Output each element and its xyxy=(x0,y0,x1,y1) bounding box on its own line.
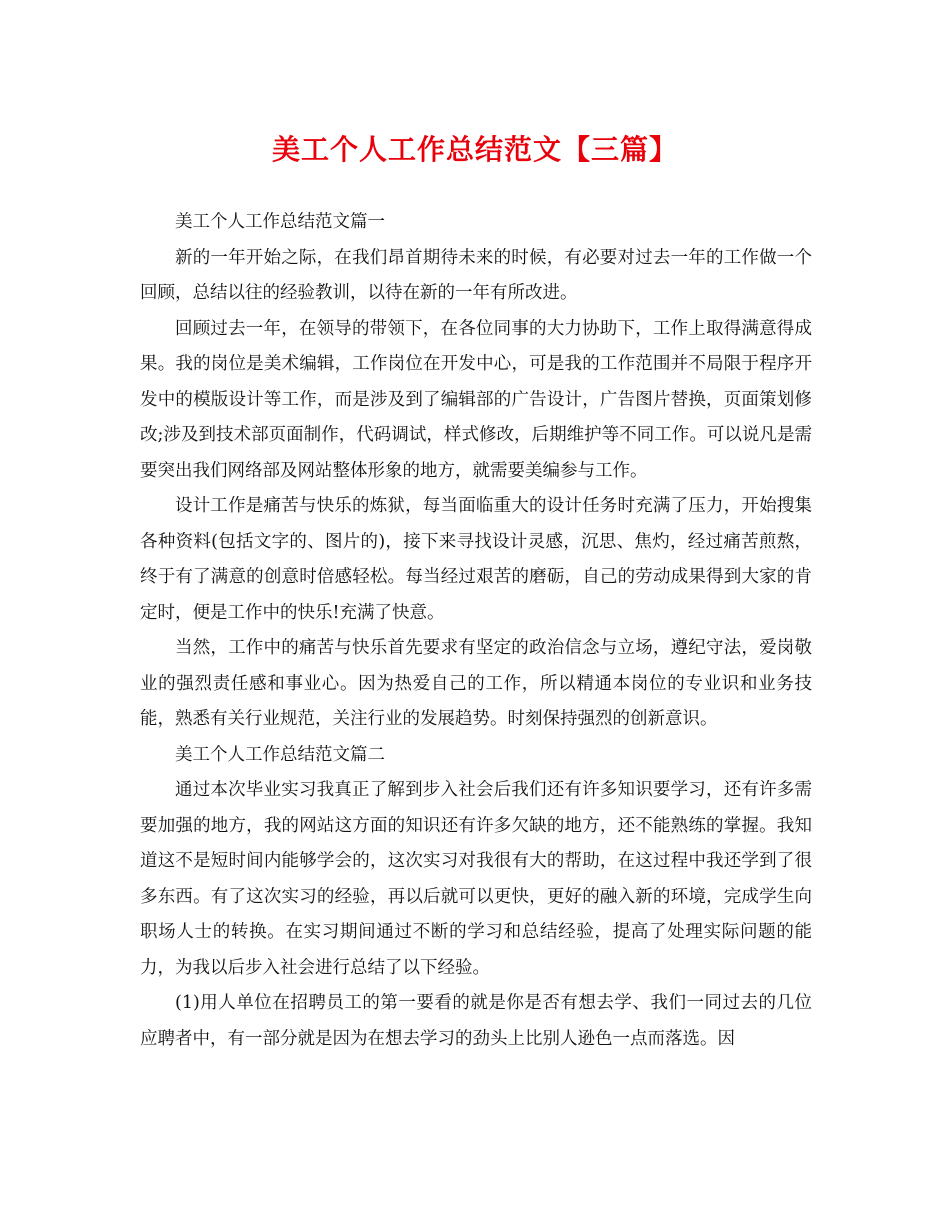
paragraph-1: 新的一年开始之际，在我们昂首期待未来的时候，有必要对过去一年的工作做一个回顾，总结以往的经验教训，以待在新的一年有所改进。 xyxy=(140,247,812,303)
document-title: 美工个人工作总结范文【三篇】 xyxy=(271,133,678,166)
document-body xyxy=(140,205,812,1057)
paragraph-4: 当然，工作中的痛苦与快乐首先要求有坚定的政治信念与立场，遵纪守法，爱岗敬业的强烈责任感和事业心。因为热爱自己的工作，所以精通本岗位的专业识和业务技能，熟悉有关行业规范，关注行业的发展趋势。时刻保持强烈的创新意识。 xyxy=(140,638,812,729)
paragraph-5: 通过本次毕业实习我真正了解到步入社会后我们还有许多知识要学习，还有许多需要加强的地方，我的网站这方面的知识还有许多欠缺的地方，还不能熟练的掌握。我知道这不是短时间内能够学会的，这次实习对我很有大的帮助，在这过程中我还学到了很多东西。有了这次实习的经验，再以后就可以更快，更好的融入新的环境，完成学生向职场人士的转换。在实习期间通过不断的学习和总结经验，提高了处理实际问题的能力，为我以后步入社会进行总结了以下经验。 xyxy=(140,780,812,978)
paragraph-2: 回顾过去一年，在领导的带领下，在各位同事的大力协助下，工作上取得满意得成果。我的岗位是美术编辑，工作岗位在开发中心，可是我的工作范围并不局限于程序开发中的模版设计等工作，而是涉及到了编辑部的广告设计，广告图片替换，页面策划修改;涉及到技术部页面制作，代码调试，样式修改，后期维护等不同工作。可以说凡是需要突出我们网络部及网站整体形象的地方，就需要美编参与工作。 xyxy=(140,318,812,481)
section-heading-1: 美工个人工作总结范文篇一 xyxy=(175,212,385,232)
section-heading-2: 美工个人工作总结范文篇二 xyxy=(175,744,385,765)
paragraph-3: 设计工作是痛苦与快乐的炼狱，每当面临重大的设计任务时充满了压力，开始搜集各种资料(包括文字的、图片的)，接下来寻找设计灵感，沉思、焦灼，经过痛苦煎熬，终于有了满意的创意时倍感轻松。每当经过艰苦的磨砺，自己的劳动成果得到大家的肯定时，便是工作中的快乐!充满了快意。 xyxy=(140,496,812,623)
paragraph-6: (1)用人单位在招聘员工的第一要看的就是你是否有想去学、我们一同过去的几位应聘者中，有一部分就是因为在想去学习的劲头上比别人逊色一点而落选。因 xyxy=(140,993,812,1049)
